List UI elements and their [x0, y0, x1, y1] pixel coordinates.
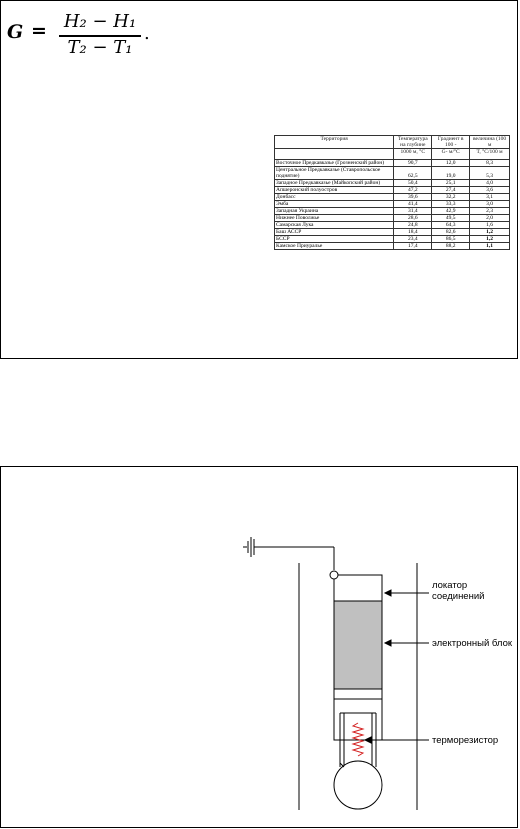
formula-numerator: H₂ − H₁: [63, 11, 137, 32]
row-gradient-step-cell: 88,2: [432, 243, 470, 250]
row-temperature-cell: 90,7: [394, 160, 432, 167]
electronic-block-shape: [334, 601, 382, 689]
table-subheader-row: [275, 149, 510, 160]
table-subheader-cell: [275, 149, 394, 160]
locator-label: локатор соединений: [432, 580, 485, 602]
table-header-row: [275, 136, 510, 149]
thermoresistor-label: терморезистор: [432, 735, 499, 746]
formula-dot: .: [144, 23, 150, 44]
row-gradient-cell: 2,0: [470, 215, 510, 222]
row-gradient-cell: 3,1: [470, 194, 510, 201]
table-row: [275, 201, 510, 208]
row-name-cell: Нижнее Поволжье: [275, 215, 394, 222]
row-gradient-step-cell: 12,0: [432, 160, 470, 167]
row-gradient-step-cell: 19,0: [432, 167, 470, 180]
table-header-cell: Температура на глубине: [394, 136, 432, 149]
row-gradient-step-cell: 64,3: [432, 222, 470, 229]
row-name-cell: Камское Приуралье: [275, 243, 394, 250]
row-temperature-cell: 62,5: [394, 167, 432, 180]
table-row: [275, 236, 510, 243]
row-gradient-step-cell: 33,3: [432, 201, 470, 208]
table-row: [275, 208, 510, 215]
row-name-cell: Самарская Лука: [275, 222, 394, 229]
row-temperature-cell: 41,4: [394, 201, 432, 208]
row-temperature-cell: 28,6: [394, 215, 432, 222]
row-gradient-cell: 4,0: [470, 180, 510, 187]
row-temperature-cell: 31,4: [394, 208, 432, 215]
slide-2: [0, 466, 518, 828]
row-name-cell: БССР: [275, 236, 394, 243]
row-temperature-cell: 50,4: [394, 180, 432, 187]
table-row: [275, 160, 510, 167]
table-header-cell: величина (100 м: [470, 136, 510, 149]
row-gradient-cell: 8,3: [470, 160, 510, 167]
table-row: [275, 194, 510, 201]
table-row: [275, 229, 510, 236]
row-gradient-cell: 3,6: [470, 187, 510, 194]
table-subheader-cell: G- м/°С: [432, 149, 470, 160]
electronic-block-label: электронный блок: [432, 638, 513, 649]
row-temperature-cell: 23,4: [394, 236, 432, 243]
row-gradient-cell: 1,6: [470, 222, 510, 229]
row-name-cell: Эмба: [275, 201, 394, 208]
formula-lhs: G: [7, 21, 24, 43]
row-name-cell: Баш АССР: [275, 229, 394, 236]
row-gradient-cell: 2,3: [470, 208, 510, 215]
formula-denominator: T₂ − T₁: [67, 37, 133, 58]
row-gradient-step-cell: 27,4: [432, 187, 470, 194]
table-row: [275, 222, 510, 229]
row-gradient-cell: 3,0: [470, 201, 510, 208]
row-name-cell: Донбасс: [275, 194, 394, 201]
table-header-cell: Территория: [275, 136, 394, 149]
geothermal-table: [274, 135, 510, 250]
cable-head-connector: [330, 571, 338, 579]
row-gradient-step-cell: 86,5: [432, 236, 470, 243]
row-gradient-cell: 5,3: [470, 167, 510, 180]
table-row: [275, 187, 510, 194]
table-row: [275, 180, 510, 187]
table-row: [275, 243, 510, 250]
row-gradient-step-cell: 82,6: [432, 229, 470, 236]
row-temperature-cell: 17,4: [394, 243, 432, 250]
slide-1: [0, 0, 518, 359]
row-gradient-step-cell: 49,5: [432, 215, 470, 222]
table-row: [275, 215, 510, 222]
table-row: [275, 167, 510, 180]
row-name-cell: Центральное Предкавказье (Ставропольское поднятие): [275, 167, 394, 180]
row-name-cell: Западное Предкавказье (Майкопский район): [275, 180, 394, 187]
table-subheader-cell: 1000 м, °С: [394, 149, 432, 160]
ground-symbol: [243, 537, 334, 570]
row-gradient-step-cell: 42,9: [432, 208, 470, 215]
row-gradient-step-cell: 32,2: [432, 194, 470, 201]
formula-equals: =: [31, 20, 47, 42]
row-temperature-cell: 39,6: [394, 194, 432, 201]
row-gradient-step-cell: 25,1: [432, 180, 470, 187]
sensor-bulb: [334, 761, 382, 809]
row-temperature-cell: 18,4: [394, 229, 432, 236]
row-gradient-cell: 1,2: [470, 229, 510, 236]
row-temperature-cell: 24,8: [394, 222, 432, 229]
row-name-cell: Апшеронский полуостров: [275, 187, 394, 194]
row-temperature-cell: 47,2: [394, 187, 432, 194]
row-name-cell: Западная Украина: [275, 208, 394, 215]
row-gradient-cell: 1,1: [470, 243, 510, 250]
table-header-cell: Градиент в 100 -: [432, 136, 470, 149]
row-name-cell: Восточное Предкавказье (Грозненский район): [275, 160, 394, 167]
table-subheader-cell: Т, °С/100 м: [470, 149, 510, 160]
row-gradient-cell: 1,2: [470, 236, 510, 243]
